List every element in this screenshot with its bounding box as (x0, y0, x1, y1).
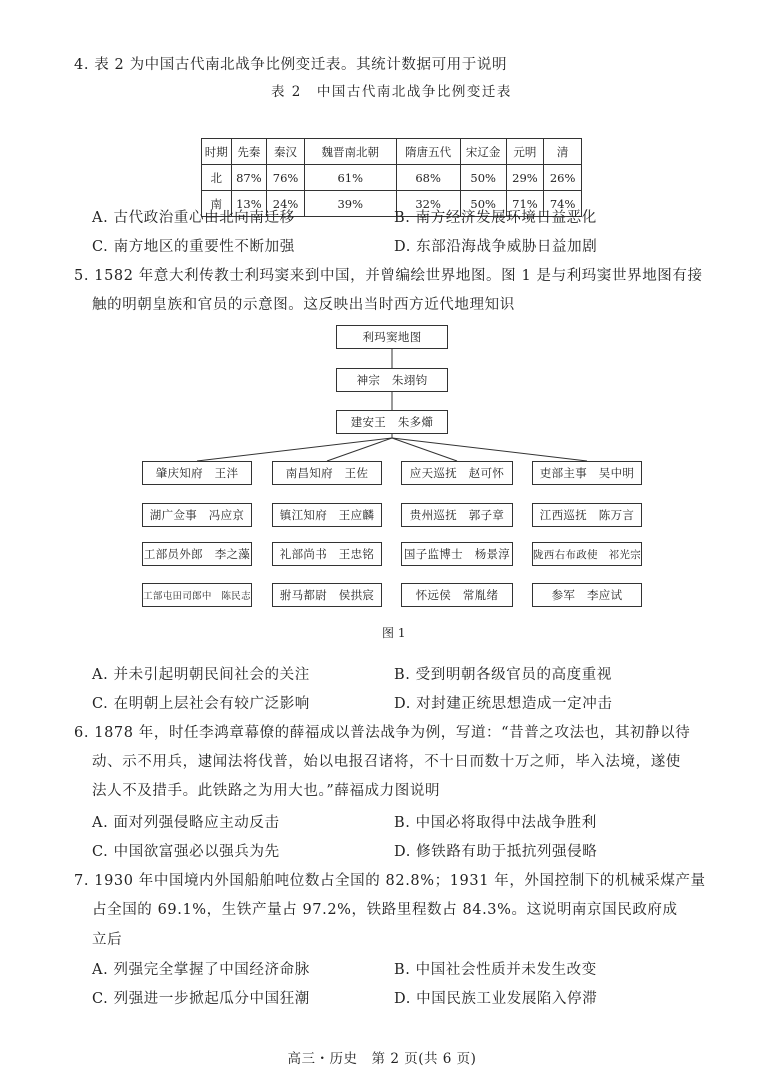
table-cell: 26% (544, 165, 582, 191)
table-cell: 29% (506, 165, 544, 191)
table-header-cell: 魏晋南北朝 (304, 139, 396, 165)
table-cell: 68% (396, 165, 460, 191)
q6-stem-line-1: 6. 1878 年，时任李鸿章幕僚的薛福成以普法战争为例，写道：“昔普之攻法也，其初静以待 (74, 725, 691, 741)
table-cell: 50% (460, 191, 506, 217)
table-cell: 南 (202, 191, 232, 217)
q5-option-a[interactable]: A. 并未引起明朝民间社会的关注 (92, 667, 310, 683)
figure-node-official: 陇西右布政使 祁光宗 (532, 542, 642, 566)
figure-node-official: 工部员外郎 李之藻 (142, 542, 252, 566)
figure-node-official: 驸马都尉 侯拱宸 (272, 583, 382, 607)
figure-node-official: 肇庆知府 王泮 (142, 461, 252, 485)
q6-option-d[interactable]: D. 修铁路有助于抵抗列强侵略 (394, 844, 598, 860)
figure-node-official: 江西巡抚 陈万言 (532, 503, 642, 527)
table-header-cell: 元明 (506, 139, 544, 165)
table-cell: 74% (544, 191, 582, 217)
table-header-cell: 隋唐五代 (396, 139, 460, 165)
figure-node-official: 国子监博士 杨景淳 (401, 542, 513, 566)
table-cell: 71% (506, 191, 544, 217)
q7-stem-line-1: 7. 1930 年中国境内外国船舶吨位数占全国的 82.8%；1931 年，外国控制下的机械采煤产量 (74, 873, 706, 889)
q4-option-c[interactable]: C. 南方地区的重要性不断加强 (92, 239, 295, 255)
q4-stem: 4. 表 2 为中国古代南北战争比例变迁表。其统计数据可用于说明 (74, 57, 508, 73)
table-header-cell: 宋辽金 (460, 139, 506, 165)
q7-option-c[interactable]: C. 列强进一步掀起瓜分中国狂潮 (92, 991, 310, 1007)
q6-stem-line-2: 动、示不用兵，逮闻法将伐普，始以电报召诸将，不十日而数十万之师，毕入法境，遂使 (92, 754, 681, 770)
table-header-cell: 清 (544, 139, 582, 165)
table-header-cell: 秦汉 (267, 139, 305, 165)
figure-node-jianan-wang: 建安王 朱多㸅 (336, 410, 448, 434)
table-cell: 87% (231, 165, 267, 191)
figure-node-official: 吏部主事 吴中明 (532, 461, 642, 485)
table-cell: 76% (267, 165, 305, 191)
q7-option-b[interactable]: B. 中国社会性质并未发生改变 (394, 962, 597, 978)
table-cell: 13% (231, 191, 267, 217)
table-cell: 北 (202, 165, 232, 191)
q5-option-b[interactable]: B. 受到明朝各级官员的高度重视 (394, 667, 612, 683)
q7-stem-line-2: 占全国的 69.1%，生铁产量占 97.2%，铁路里程数占 84.3%。这说明南京国民政府成 (92, 902, 678, 918)
figure-node-official: 礼部尚书 王忠铭 (272, 542, 382, 566)
figure-node-official: 应天巡抚 赵可怀 (401, 461, 513, 485)
figure-node-official: 南昌知府 王佐 (272, 461, 382, 485)
table-cell: 24% (267, 191, 305, 217)
figure-1-caption: 图 1 (382, 626, 406, 640)
page-footer: 高三・历史 第 2 页(共 6 页) (287, 1051, 477, 1067)
figure-node-shenzong: 神宗 朱翊钧 (336, 368, 448, 392)
q5-option-c[interactable]: C. 在明朝上层社会有较广泛影响 (92, 696, 310, 712)
q5-stem-line-2: 触的明朝皇族和官员的示意图。这反映出当时西方近代地理知识 (92, 297, 515, 313)
q7-stem-line-3: 立后 (92, 932, 123, 948)
table-cell: 32% (396, 191, 460, 217)
table-header-cell: 先秦 (231, 139, 267, 165)
figure-node-official: 贵州巡抚 郭子章 (401, 503, 513, 527)
figure-node-official: 工部屯田司郎中 陈民志 (142, 583, 252, 607)
table-cell: 39% (304, 191, 396, 217)
table-2-title: 表 2 中国古代南北战争比例变迁表 (271, 84, 512, 100)
figure-node-official: 怀远侯 常胤绪 (401, 583, 513, 607)
q6-option-b[interactable]: B. 中国必将取得中法战争胜利 (394, 815, 597, 831)
q7-option-d[interactable]: D. 中国民族工业发展陷入停滞 (394, 991, 598, 1007)
figure-node-official: 湖广佥事 冯应京 (142, 503, 252, 527)
q4-option-a[interactable]: A. 古代政治重心由北向南迁移 (92, 210, 295, 226)
table-cell: 61% (304, 165, 396, 191)
q6-option-c[interactable]: C. 中国欲富强必以强兵为先 (92, 844, 280, 860)
table-header-cell: 时期 (202, 139, 232, 165)
q4-option-d[interactable]: D. 东部沿海战争威胁日益加剧 (394, 239, 598, 255)
table-cell: 50% (460, 165, 506, 191)
figure-node-official: 镇江知府 王应麟 (272, 503, 382, 527)
q7-option-a[interactable]: A. 列强完全掌握了中国经济命脉 (92, 962, 310, 978)
figure-node-map: 利玛窦地图 (336, 325, 448, 349)
q5-stem-line-1: 5. 1582 年意大利传教士利玛窦来到中国，并曾编绘世界地图。图 1 是与利玛窦世界地图有接 (74, 268, 703, 284)
q6-stem-line-3: 法人不及措手。此铁路之为用大也。”薛福成力图说明 (92, 783, 441, 799)
q6-option-a[interactable]: A. 面对列强侵略应主动反击 (92, 815, 280, 831)
figure-node-official: 参军 李应试 (532, 583, 642, 607)
q4-option-b[interactable]: B. 南方经济发展环境日益恶化 (394, 210, 597, 226)
q5-option-d[interactable]: D. 对封建正统思想造成一定冲击 (394, 696, 613, 712)
